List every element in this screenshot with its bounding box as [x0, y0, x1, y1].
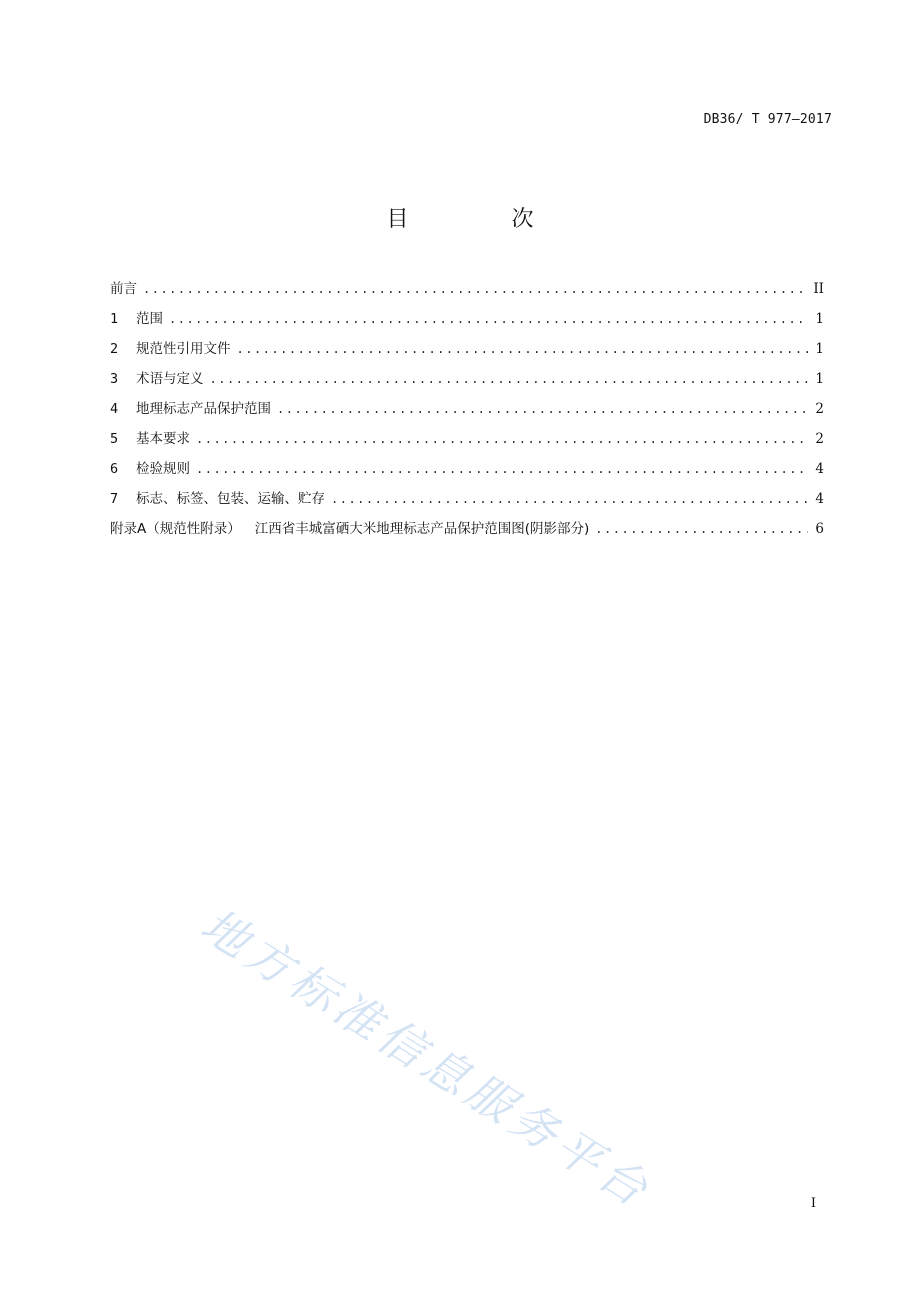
toc-entry-page: 2 [815, 401, 824, 417]
toc-leader-dots [595, 519, 808, 539]
toc-leader-dots [237, 339, 809, 359]
page-number: I [810, 1196, 816, 1211]
toc-entry-text: 江西省丰城富硒大米地理标志产品保护范围图(阴影部分) [254, 521, 590, 537]
toc-entry-text: 标志、标签、包装、运输、贮存 [136, 491, 325, 507]
toc-entry-text: 基本要求 [136, 431, 190, 447]
toc-entry-page: 4 [815, 461, 824, 477]
toc-entry-normative-references[interactable] [110, 339, 824, 369]
toc-entry-prefix: 附录A（规范性附录） [110, 521, 241, 537]
toc-entry-page: 1 [815, 311, 824, 327]
toc-entry-marking-packaging[interactable] [110, 489, 824, 519]
toc-entry-number: 3 [110, 371, 119, 387]
toc-leader-dots [331, 489, 808, 509]
toc-entry-text: 地理标志产品保护范围 [136, 401, 271, 417]
toc-leader-dots [169, 309, 808, 329]
toc-entry-number: 2 [110, 341, 119, 357]
toc-leader-dots [210, 369, 809, 389]
toc-entry-text: 术语与定义 [136, 371, 204, 387]
toc-entry-page: II [813, 281, 824, 297]
toc-entry-page: 1 [815, 371, 824, 387]
toc-leader-dots [196, 459, 808, 479]
document-code: DB36/ T 977—2017 [703, 112, 832, 127]
toc-entry-inspection-rules[interactable] [110, 459, 824, 489]
toc-entry-text: 前言 [110, 281, 137, 297]
toc-entry-number: 1 [110, 311, 119, 327]
table-of-contents [110, 279, 824, 549]
toc-leader-dots [143, 279, 807, 299]
toc-entry-number: 4 [110, 401, 119, 417]
toc-entry-protection-area[interactable] [110, 399, 824, 429]
toc-entry-number: 6 [110, 461, 119, 477]
toc-entry-annex-a[interactable] [110, 519, 824, 549]
toc-leader-dots [196, 429, 808, 449]
toc-entry-text: 检验规则 [136, 461, 190, 477]
toc-entry-number: 5 [110, 431, 119, 447]
toc-leader-dots [277, 399, 808, 419]
toc-entry-basic-requirements[interactable] [110, 429, 824, 459]
toc-entry-page: 1 [815, 341, 824, 357]
toc-title: 目 次 [386, 207, 582, 232]
toc-entry-page: 4 [815, 491, 824, 507]
toc-entry-scope[interactable] [110, 309, 824, 339]
toc-entry-page: 2 [815, 431, 824, 447]
toc-entry-number: 7 [110, 491, 119, 507]
toc-entry-foreword[interactable] [110, 279, 824, 309]
toc-entry-text: 范围 [136, 311, 163, 327]
toc-entry-terms-definitions[interactable] [110, 369, 824, 399]
toc-entry-text: 规范性引用文件 [136, 341, 231, 357]
toc-entry-page: 6 [815, 521, 824, 537]
watermark: 地方标准信息服务平台 [191, 897, 662, 1219]
